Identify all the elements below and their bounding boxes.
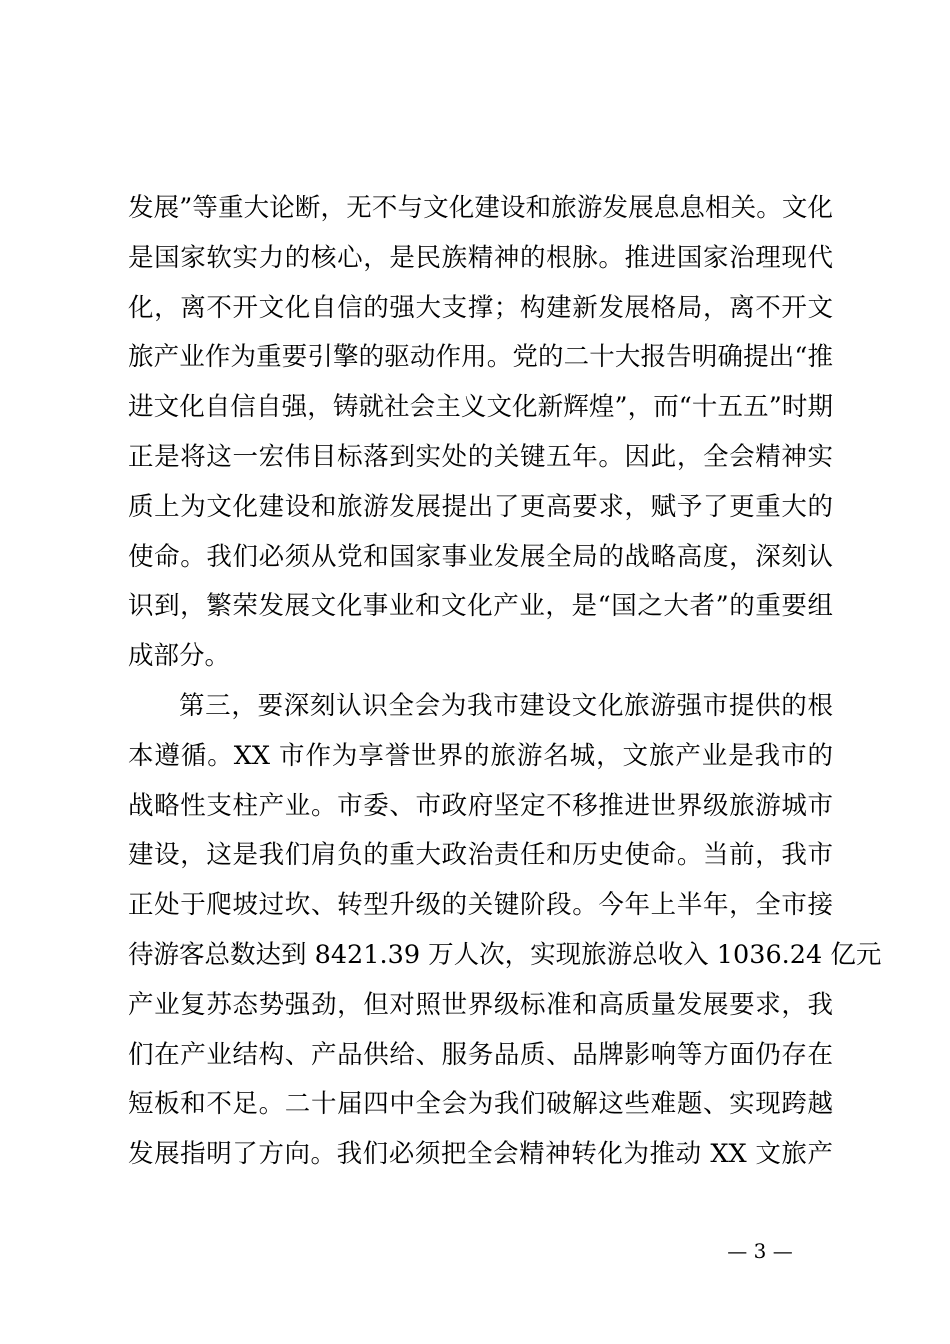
paragraph-end-line: 成部分。 [128, 641, 231, 672]
text-line: 战略性支柱产业。市委、市政府坚定不移推进世界级旅游城市 [128, 790, 833, 821]
text-line: 待游客总数达到 8421.39 万人次，实现旅游总收入 1036.24 亿元 [128, 939, 882, 970]
body-text [128, 184, 882, 1180]
text-line: 发展指明了方向。我们必须把全会精神转化为推动 XX 文旅产 [128, 1139, 833, 1170]
text-line: 本遵循。XX 市作为享誉世界的旅游名城，文旅产业是我市的 [128, 740, 833, 771]
paragraph-start-line: 第三，要深刻认识全会为我市建设文化旅游强市提供的根 [179, 690, 833, 721]
text-line: 化，离不开文化自信的强大支撑；构建新发展格局，离不开文 [128, 292, 833, 323]
text-line: 们在产业结构、产品供给、服务品质、品牌影响等方面仍存在 [128, 1039, 833, 1070]
text-line: 质上为文化建设和旅游发展提出了更高要求，赋予了更重大的 [128, 491, 833, 522]
text-line: 进文化自信自强，铸就社会主义文化新辉煌”，而“十五五”时期 [128, 392, 833, 423]
text-line: 发展”等重大论断，无不与文化建设和旅游发展息息相关。文化 [128, 193, 833, 223]
page-number: — 3 — [727, 1239, 793, 1263]
text-line: 识到，繁荣发展文化事业和文化产业，是“国之大者”的重要组 [128, 591, 833, 622]
text-line: 是国家软实力的核心，是民族精神的根脉。推进国家治理现代 [128, 242, 833, 273]
text-line: 旅产业作为重要引擎的驱动作用。党的二十大报告明确提出“推 [128, 342, 833, 373]
text-line: 使命。我们必须从党和国家事业发展全局的战略高度，深刻认 [128, 541, 833, 572]
text-line: 建设，这是我们肩负的重大政治责任和历史使命。当前，我市 [128, 840, 833, 871]
text-line: 正处于爬坡过坎、转型升级的关键阶段。今年上半年，全市接 [128, 890, 833, 921]
text-line: 正是将这一宏伟目标落到实处的关键五年。因此，全会精神实 [128, 441, 833, 472]
text-line: 产业复苏态势强劲，但对照世界级标准和高质量发展要求，我 [128, 989, 833, 1020]
text-line: 短板和不足。二十届四中全会为我们破解这些难题、实现跨越 [128, 1089, 833, 1120]
